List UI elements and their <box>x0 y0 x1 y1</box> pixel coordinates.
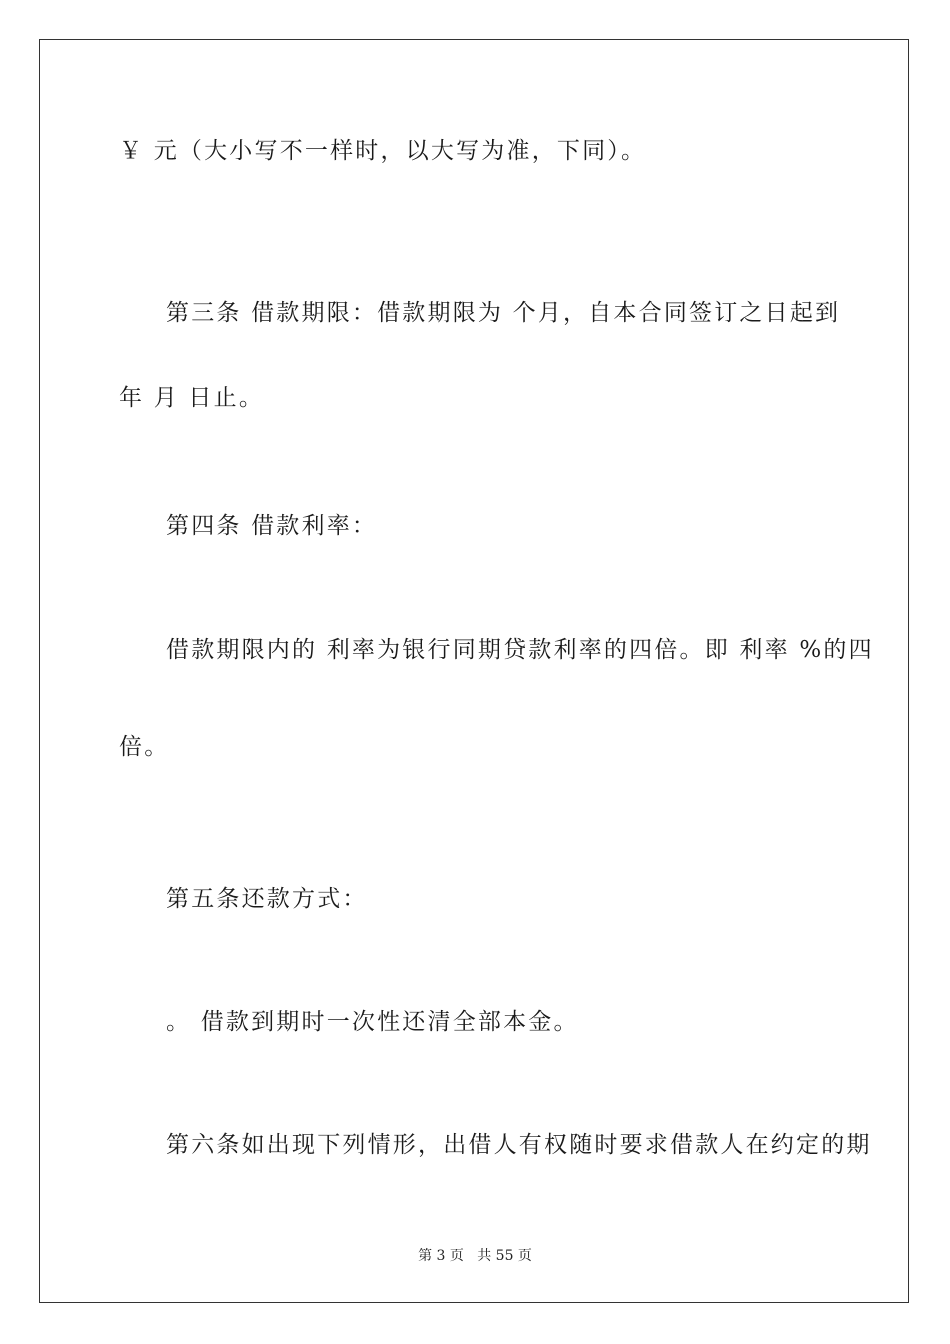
text-line-interest-cont: 倍。 <box>119 734 170 760</box>
text-line-repayment: 。 借款到期时一次性还清全部本金。 <box>166 1009 579 1035</box>
text-line-article-3: 第三条 借款期限：借款期限为 个月，自本合同签订之日起到 <box>166 300 841 326</box>
document-page <box>39 39 909 1303</box>
text-line-article-3-cont: 年 月 日止。 <box>119 385 265 411</box>
text-line-article-5: 第五条还款方式： <box>166 886 368 912</box>
page-number-footer: 第 3 页 共 55 页 <box>418 1248 532 1264</box>
text-line-article-6: 第六条如出现下列情形，出借人有权随时要求借款人在约定的期 <box>166 1132 872 1158</box>
text-line-article-4: 第四条 借款利率： <box>166 513 378 539</box>
text-line-interest: 借款期限内的 利率为银行同期贷款利率的四倍。即 利率 %的四 <box>166 637 874 663</box>
text-line-amount: ￥ 元（大小写不一样时，以大写为准，下同）。 <box>119 138 647 164</box>
